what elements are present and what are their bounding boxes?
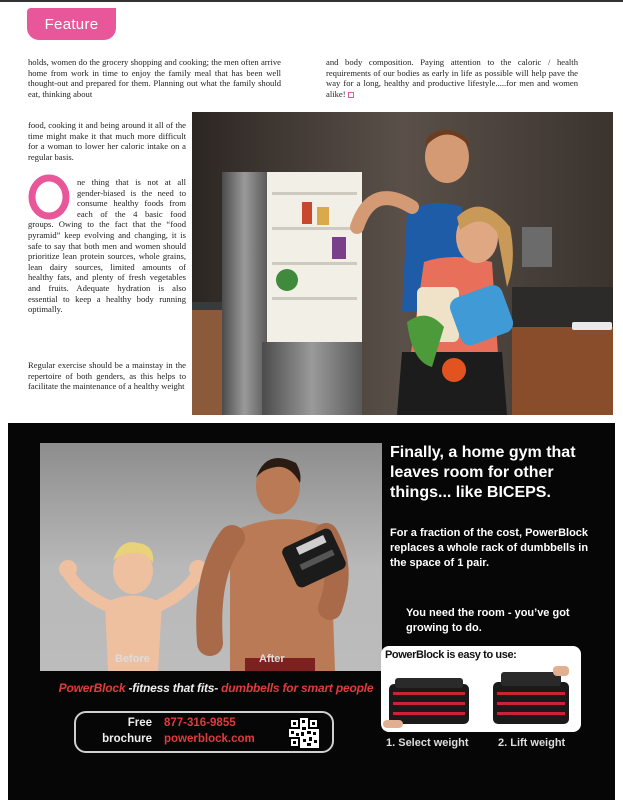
kitchen-couple-photo [192,112,613,415]
tagline-end: dumbbells for smart people [221,681,374,695]
tagline-middle: -fitness that fits- [125,681,222,695]
qr-code-icon [289,718,319,748]
ad-tagline [56,681,376,695]
article-right-top [326,57,578,99]
article-left-top: holds, women do the grocery shopping and cooking; the men often arrive home from work in time to enjoy the family meal that has been well thought-out and prepared for them. Planning out what the family should eat, thinking about [28,57,281,99]
step-1-label: 1. Select weight [386,737,469,749]
contact-brochure-label: brochure [102,733,152,745]
ad-subtext: For a fraction of the cost, PowerBlock replaces a whole rack of dumbbells in the space of 1 pair. [390,527,589,569]
contact-phone[interactable]: 877-316-9855 [164,717,236,729]
tagline-brand: PowerBlock [58,681,126,695]
contact-website-link[interactable]: powerblock.com [164,733,255,745]
after-label: After [259,653,285,665]
article-left-para3: Regular exercise should be a mainstay in the repertoire of both genders, as this helps to facilitate the maintenance of a healthy weight [28,360,186,392]
contact-free-label: Free [127,717,152,729]
before-label: Before [115,653,150,665]
section-tab: Feature [27,8,116,40]
easy-to-use-panel [381,646,581,732]
ad-room-text: You need the room - you’ve got growing to do. [406,607,570,634]
dropcap [28,177,73,219]
ad-contact-box [74,711,334,753]
ad-headline: Finally, a home gym that leaves room for other things... like BICEPS. [390,444,576,501]
powerblock-advertisement [8,423,615,800]
before-after-photo [40,443,382,671]
article-right-text: and body composition. Paying attention to the caloric / health requirements of our bodies as early in life as possible will help pave the way for a long, healthy and productive lifestyle.....for men and women alike! [326,57,578,99]
top-rule [0,0,623,2]
dropcap-o-icon [28,173,73,221]
end-of-article-icon [348,92,354,98]
article-paragraph-dropcap [28,177,186,315]
article-left-narrow: food, cooking it and being around it all of the time might make it that much more difficult for a woman to lower her caloric intake on a regular basis. [28,120,186,162]
easy-to-use-title: PowerBlock is easy to use: [385,649,517,661]
step-2-label: 2. Lift weight [498,737,566,749]
dropcap-paragraph-text: ne thing that is not at all gender-biased is the need to consume healthy foods from each of the 4 basic food groups. Owing to the fact that the “food pyramid” keep evolving and changing, it is safe to say that both men and women should prioritize lean protein sources, whole grains, lean dairy sources, limited amounts of healthy fats, and plenty of fresh vegetables and fruits. Adequate hydration is also essential to keep a healthy body running optimally. [28,177,186,315]
